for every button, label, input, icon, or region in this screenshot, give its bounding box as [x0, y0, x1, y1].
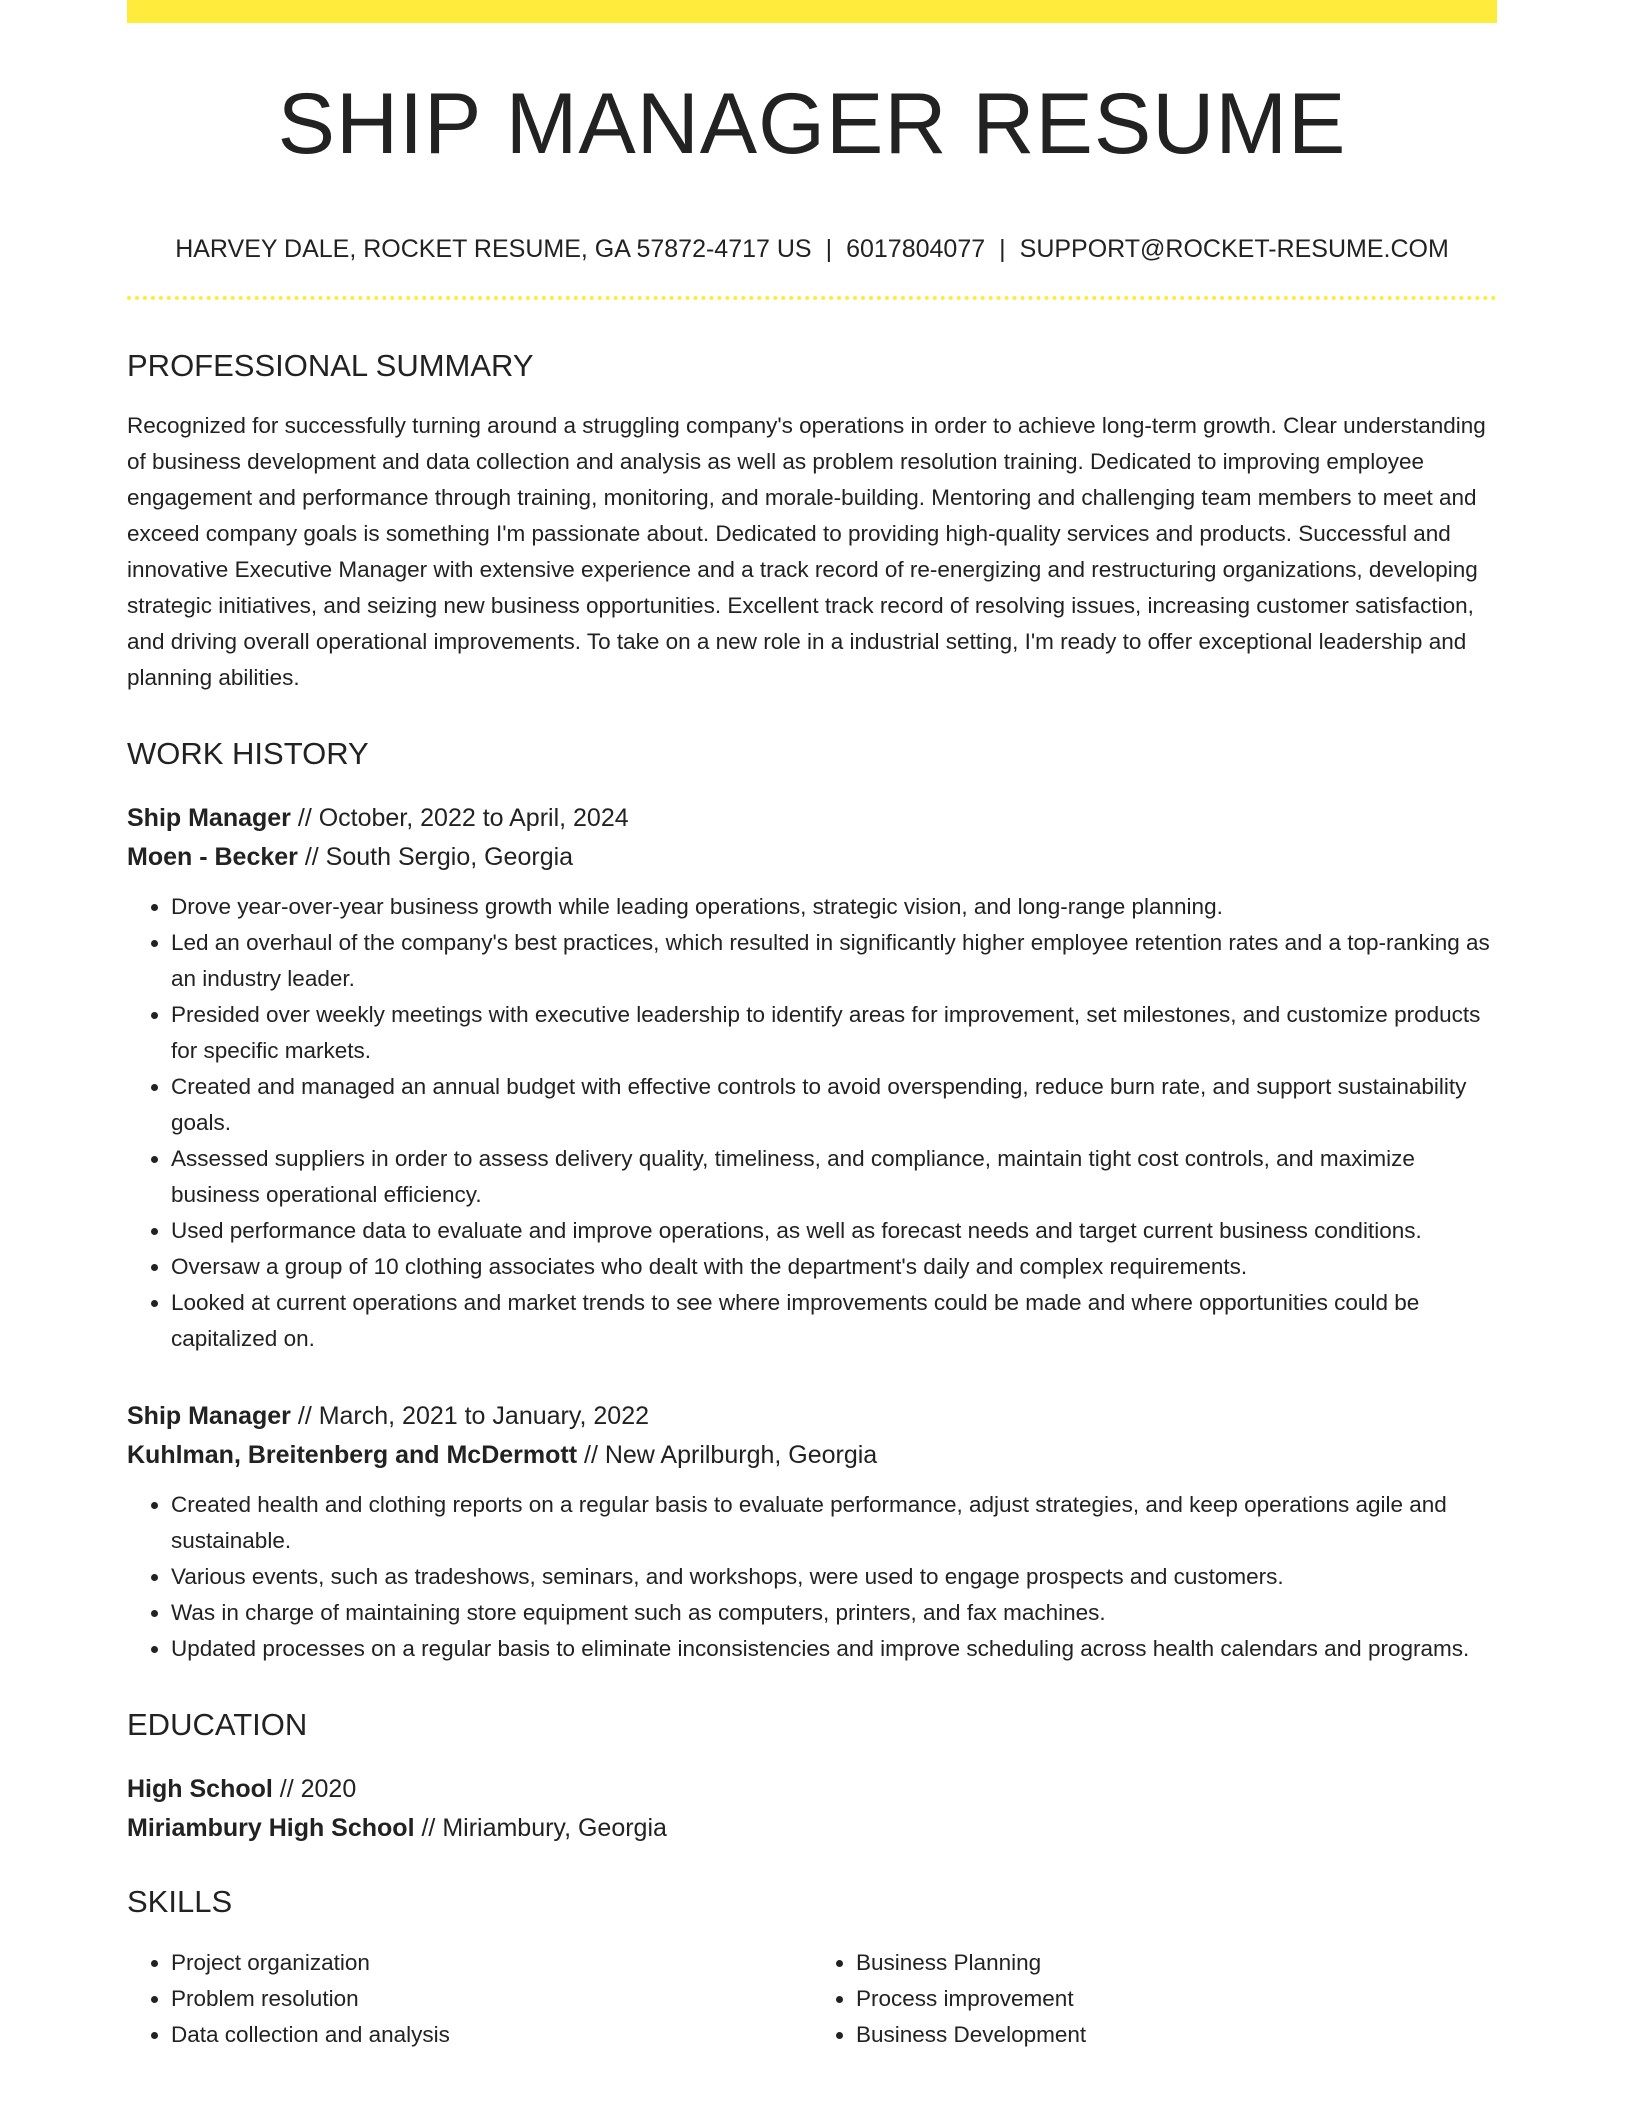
- job-bullets: [127, 1487, 1497, 1667]
- skills-column-right: [812, 1945, 1497, 2053]
- job-bullet: • Drove year-over-year business growth while leading operations, strategic vision, and long-range planning.: [171, 889, 1497, 925]
- contact-address: HARVEY DALE, ROCKET RESUME, GA 57872-4717 US: [175, 235, 812, 263]
- job-bullet: • Created and managed an annual budget with effective controls to avoid overspending, reduce burn rate, and support sustainability goals.: [171, 1069, 1497, 1141]
- education-location: // Miriambury, Georgia: [414, 1814, 667, 1842]
- job-location: // New Aprilburgh, Georgia: [577, 1441, 878, 1469]
- job-bullets: [127, 889, 1497, 1357]
- job-company-line: [127, 838, 1497, 877]
- job-bullet: • Updated processes on a regular basis to eliminate inconsistencies and improve scheduling across health calendars and programs.: [171, 1631, 1497, 1667]
- accent-top-bar: [127, 0, 1497, 23]
- job-title-line: [127, 1397, 1497, 1436]
- education-school: Miriambury High School: [127, 1814, 415, 1842]
- section-heading-skills: SKILLS: [127, 1884, 233, 1919]
- job-bullet: • Used performance data to evaluate and improve operations, as well as forecast needs and target current business conditions.: [171, 1213, 1497, 1249]
- job-title: Ship Manager: [127, 804, 291, 832]
- section-heading-work: WORK HISTORY: [127, 736, 369, 771]
- section-heading-education: EDUCATION: [127, 1707, 308, 1742]
- job-entry: [127, 1397, 1497, 1667]
- education-entry: [127, 1770, 1497, 1848]
- job-bullet: • Created health and clothing reports on a regular basis to evaluate performance, adjust strategies, and keep operations agile and sustainable.: [171, 1487, 1497, 1559]
- skills-list: [127, 1945, 1497, 2053]
- job-bullet: • Assessed suppliers in order to assess delivery quality, timeliness, and compliance, maintain tight cost controls, and maximize business operational efficiency.: [171, 1141, 1497, 1213]
- resume-page: [127, 0, 1497, 2053]
- job-entry: [127, 799, 1497, 1357]
- job-company-line: [127, 1436, 1497, 1475]
- education-year: // 2020: [272, 1775, 357, 1803]
- skill-item: • Problem resolution: [171, 1981, 812, 2017]
- skill-item: • Process improvement: [856, 1981, 1497, 2017]
- job-bullet: • Led an overhaul of the company's best practices, which resulted in significantly higher employee retention rates and a top-ranking as an industry leader.: [171, 925, 1497, 997]
- contact-phone: 6017804077: [846, 235, 986, 263]
- job-company: Kuhlman, Breitenberg and McDermott: [127, 1441, 578, 1469]
- skill-item: • Project organization: [171, 1945, 812, 1981]
- job-bullet: • Various events, such as tradeshows, seminars, and workshops, were used to engage prospects and customers.: [171, 1559, 1497, 1595]
- education-degree-line: [127, 1770, 1497, 1809]
- contact-separator: |: [999, 235, 1006, 263]
- skills-column-left: [127, 1945, 812, 2053]
- skill-item: • Business Development: [856, 2017, 1497, 2053]
- contact-email: SUPPORT@ROCKET-RESUME.COM: [1019, 235, 1449, 263]
- job-dates: // October, 2022 to April, 2024: [290, 804, 629, 832]
- job-bullet: • Was in charge of maintaining store equipment such as computers, printers, and fax machines.: [171, 1595, 1497, 1631]
- job-bullet: • Presided over weekly meetings with executive leadership to identify areas for improvement, set milestones, and customize products for specific markets.: [171, 997, 1497, 1069]
- summary-text: Recognized for successfully turning around a struggling company's operations in order to achieve long-term growth. Clear understanding of business development and data collection and analysis as well as problem resolution training. Dedicated to improving employee engagement and performance through training, monitoring, and morale-building. Mentoring and challenging team members to meet and exceed company goals is something I'm passionate about. Dedicated to providing high-quality services and products. Successful and innovative Executive Manager with extensive experience and a track record of re-energizing and restructuring organizations, developing strategic initiatives, and seizing new business opportunities. Excellent track record of resolving issues, increasing customer satisfaction, and driving overall operational improvements. To take on a new role in a industrial setting, I'm ready to offer exceptional leadership and planning abilities.: [127, 413, 1486, 690]
- education-degree: High School: [127, 1775, 273, 1803]
- section-heading-summary: PROFESSIONAL SUMMARY: [127, 348, 534, 383]
- job-company: Moen - Becker: [127, 843, 298, 871]
- resume-title: SHIP MANAGER RESUME: [277, 76, 1347, 172]
- job-dates: // March, 2021 to January, 2022: [290, 1402, 650, 1430]
- job-title-line: [127, 799, 1497, 838]
- dotted-divider: [127, 296, 1497, 300]
- job-bullet: • Oversaw a group of 10 clothing associates who dealt with the department's daily and complex requirements.: [171, 1249, 1497, 1285]
- job-location: // South Sergio, Georgia: [297, 843, 574, 871]
- skill-item: • Business Planning: [856, 1945, 1497, 1981]
- skill-item: • Data collection and analysis: [171, 2017, 812, 2053]
- education-school-line: [127, 1809, 1497, 1848]
- job-bullet: • Looked at current operations and market trends to see where improvements could be made and where opportunities could be capitalized on.: [171, 1285, 1497, 1357]
- job-title: Ship Manager: [127, 1402, 291, 1430]
- contact-separator: |: [825, 235, 833, 263]
- contact-line: [127, 237, 1497, 262]
